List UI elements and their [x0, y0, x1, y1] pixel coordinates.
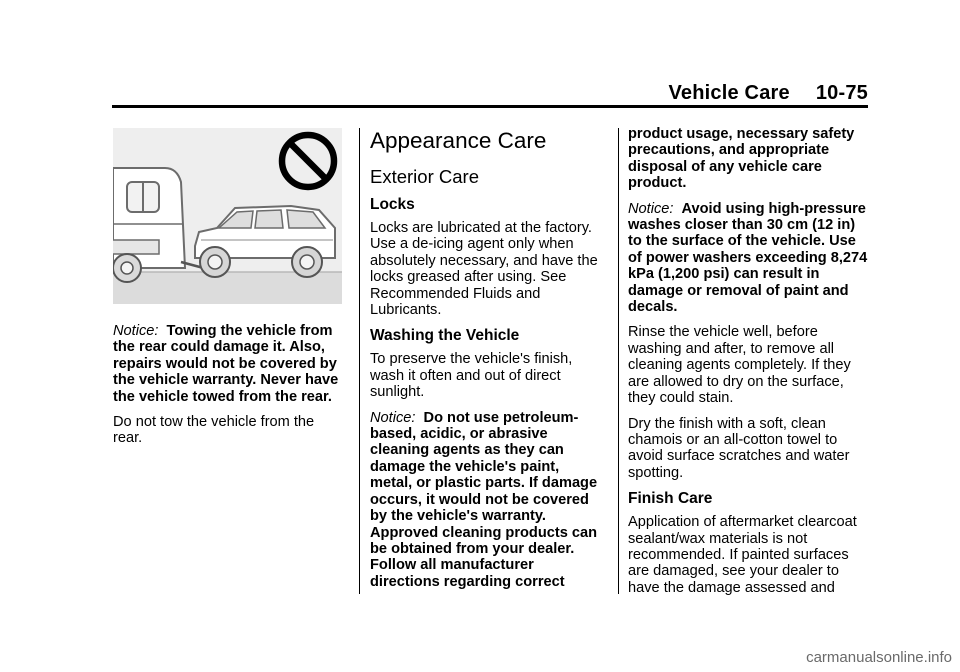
- no-towing-figure: [113, 128, 342, 304]
- column-divider-right: [618, 128, 619, 594]
- notice-label: Notice:: [370, 409, 416, 426]
- header-rule: [112, 105, 868, 108]
- finish-care-text: Application of aftermarket clearcoat sealant/wax materials is not recommended. If painted surfaces are damaged, see your dealer to have the damage assessed and: [628, 514, 857, 596]
- notice-label: Notice:: [113, 323, 159, 339]
- watermark: carmanualsonline.info: [806, 649, 952, 666]
- finish-care-heading: Finish Care: [628, 490, 713, 508]
- dry-text: Dry the finish with a soft, clean chamois or an all-cotton towel to avoid surface scratches and water spotting.: [628, 415, 850, 481]
- washing-notice: [370, 410, 605, 590]
- notice-text: Avoid using high-pressure washes closer than 30 cm (12 in) to the surface of the vehicle. Use of power washers exceeding 8,274 kPa (1,200 psi) can result in damage or removal of paint and decals.: [628, 200, 868, 316]
- washing-heading: Washing the Vehicle: [370, 327, 520, 345]
- running-header: [668, 82, 868, 105]
- towing-notice: [113, 323, 345, 405]
- towing-body-text: Do not tow the vehicle from the rear.: [113, 414, 315, 447]
- rinse-text: Rinse the vehicle well, before washing and after, to remove all cleaning agents completely. If they are allowed to dry on the surface, they could stain.: [628, 324, 851, 407]
- notice-label: Notice:: [628, 200, 674, 217]
- locks-text: Locks are lubricated at the factory. Use a de-icing agent only when absolutely necessary, and have the locks greased after using. See Recommended Fluids and Lubricants.: [370, 220, 598, 319]
- column-1: [113, 128, 345, 456]
- header-section-title: Vehicle Care: [668, 82, 790, 104]
- exterior-care-heading: Exterior Care: [370, 166, 479, 187]
- column-divider-left: [359, 128, 360, 594]
- locks-heading: Locks: [370, 196, 415, 213]
- column-2: [370, 128, 605, 599]
- washing-text: To preserve the vehicle's finish, wash it often and out of direct sunlight.: [370, 351, 573, 401]
- washing-notice-continued: product usage, necessary safety precautions, and appropriate disposal of any vehicle care product.: [628, 126, 855, 192]
- notice-text: Do not use petroleum-based, acidic, or abrasive cleaning agents as they can damage the vehicle's paint, metal, or plastic parts. If damage occurs, it would not be covered by the vehicle's warranty. Approved cleaning products can be obtained from your dealer. Follow all manufacturer directions regarding correct: [370, 409, 598, 590]
- column-3: [628, 126, 870, 605]
- notice-text: Towing the vehicle from the rear could damage it. Also, repairs would not be covered by the vehicle warranty. Never have the vehicle towed from the rear.: [113, 323, 339, 405]
- header-page-number: 10-75: [815, 82, 868, 104]
- pressure-wash-notice: [628, 201, 870, 316]
- appearance-care-heading: Appearance Care: [370, 128, 547, 153]
